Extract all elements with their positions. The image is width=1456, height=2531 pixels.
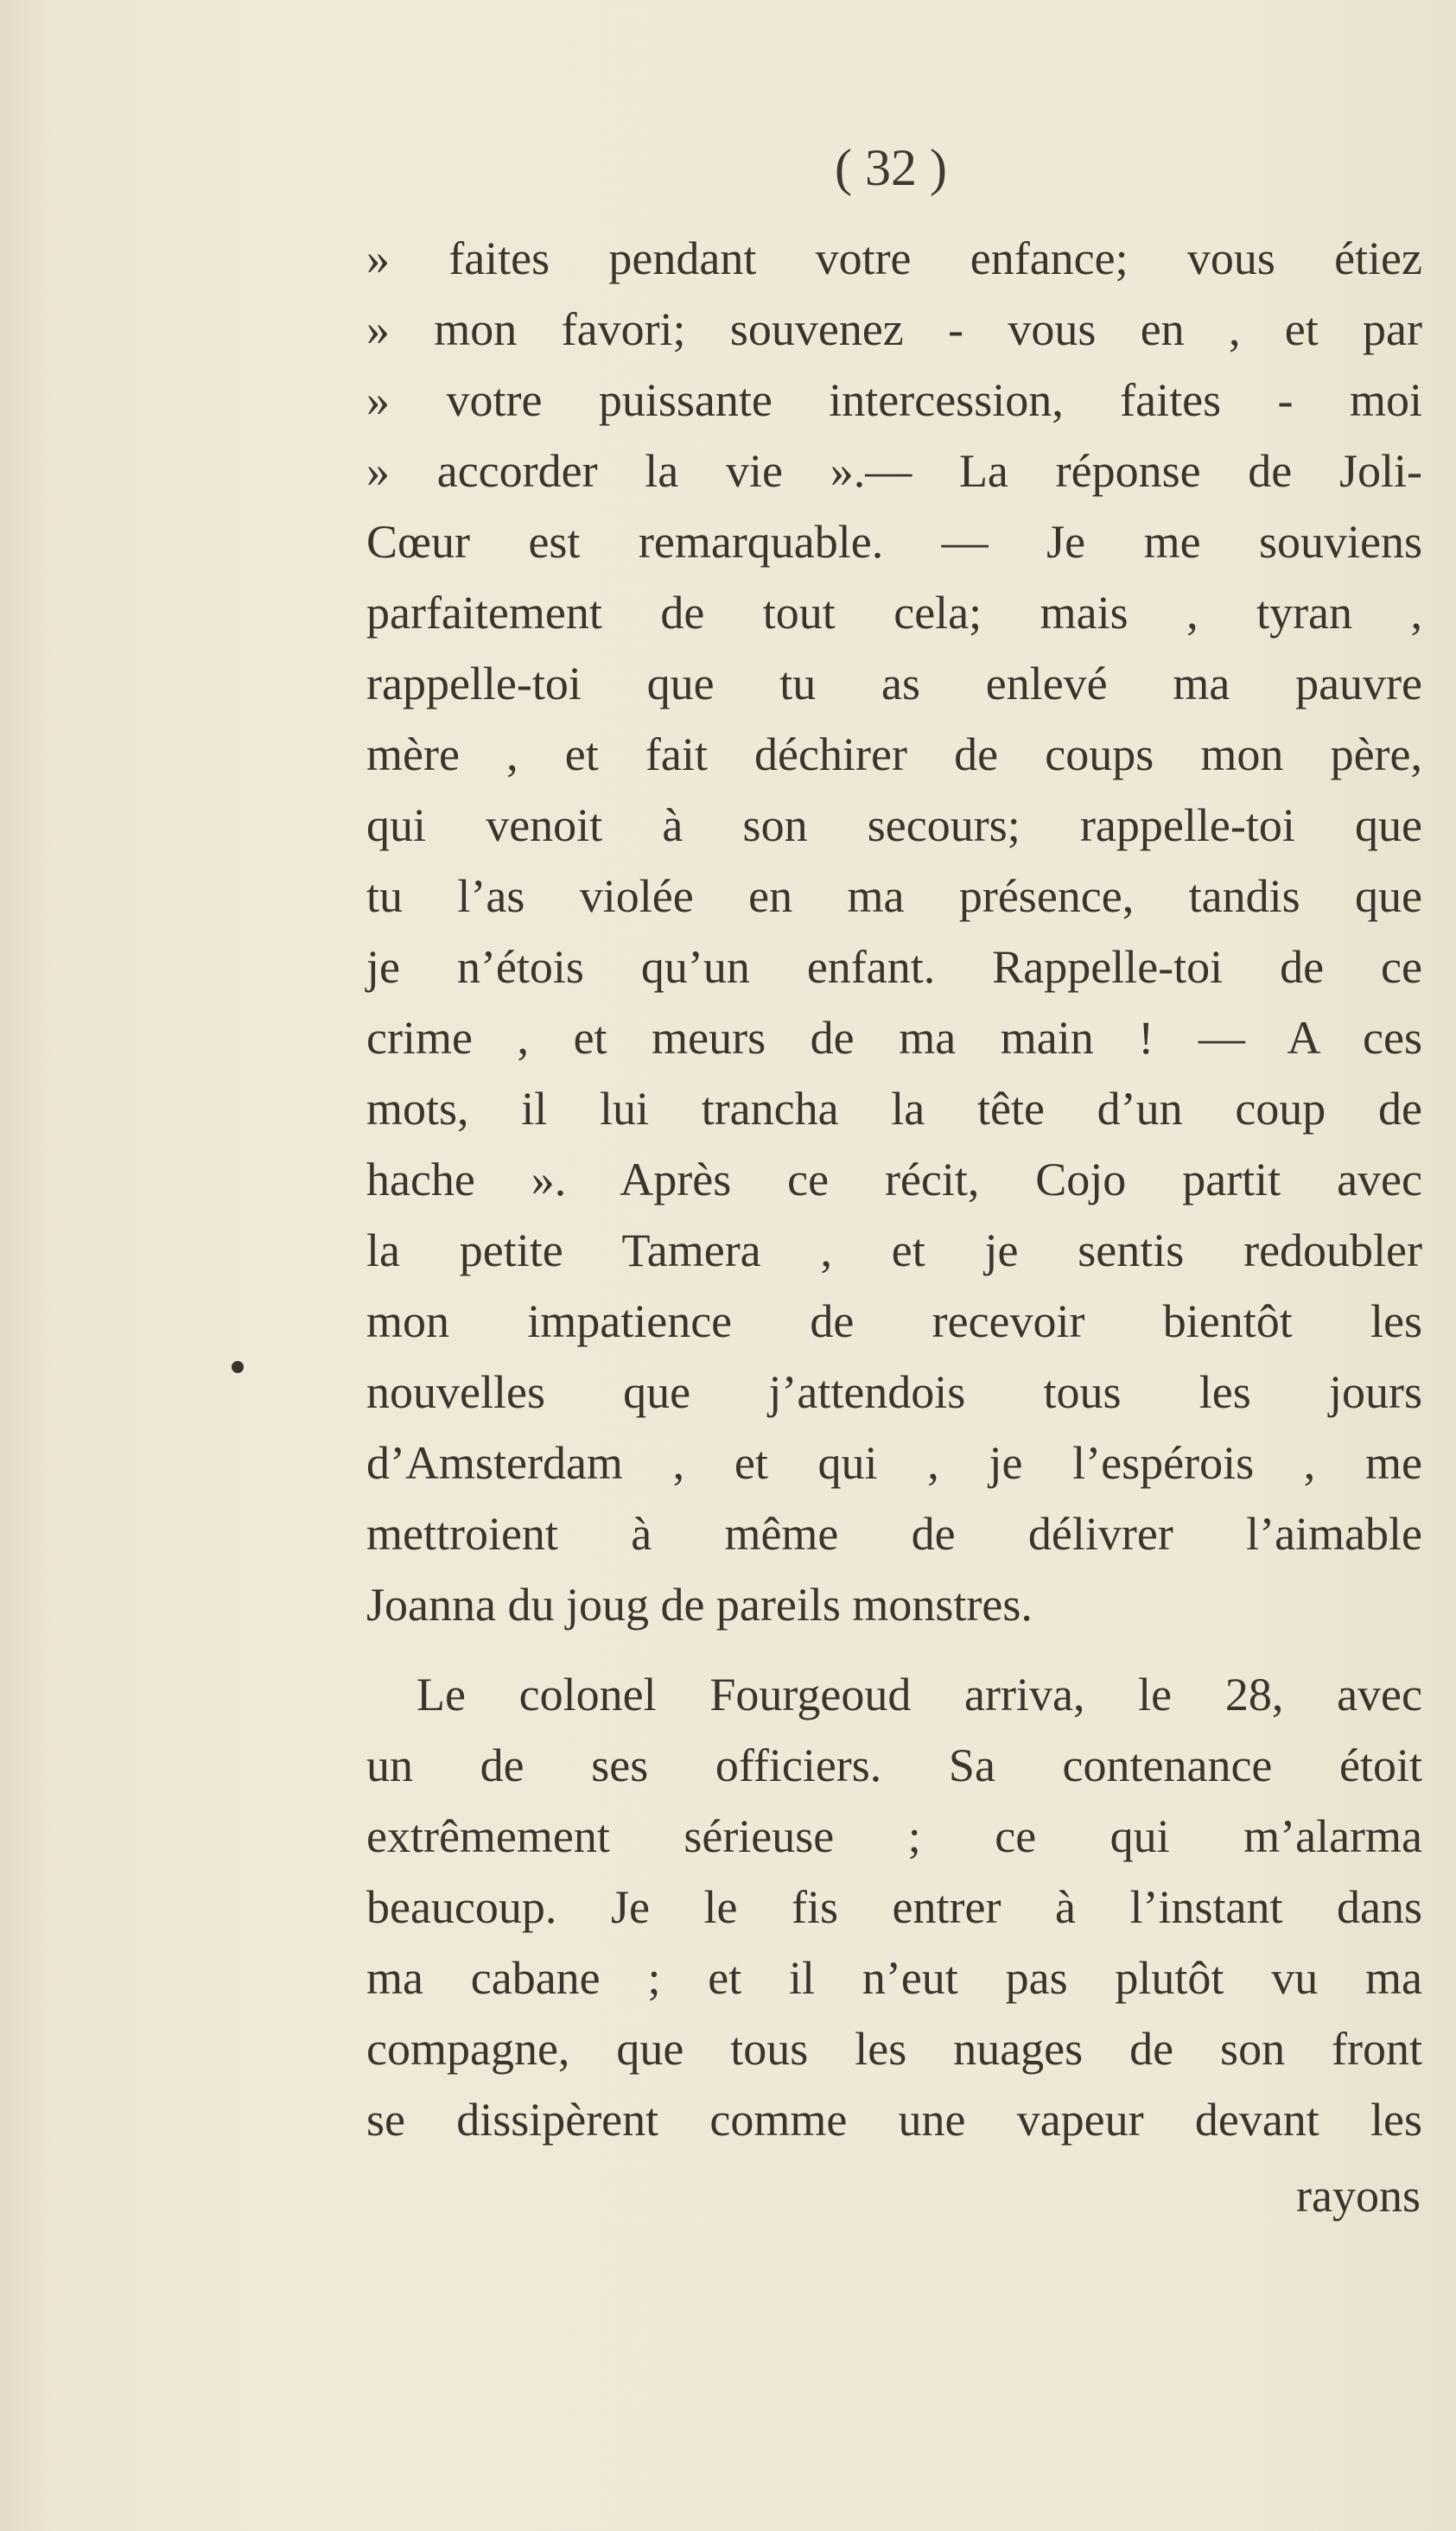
text-line: tu l’as violée en ma présence, tandis que [366, 870, 1422, 922]
text-line: parfaitement de tout cela; mais , tyran , [366, 587, 1422, 639]
text-line: rappelle-toi que tu as enlevé ma pauvre [366, 658, 1422, 709]
text-line: » faites pendant votre enfance; vous étiez [366, 232, 1422, 284]
text-line: ma cabane ; et il n’eut pas plutôt vu ma [366, 1952, 1422, 2004]
page-body [366, 223, 1422, 2155]
text-line: compagne, que tous les nuages de son front [366, 2023, 1422, 2075]
text-line: mon impatience de recevoir bientôt les [366, 1295, 1422, 1347]
text-line: Joanna du joug de pareils monstres. [366, 1579, 1033, 1631]
text-line: extrêmement sérieuse ; ce qui m’alarma [366, 1810, 1422, 1862]
text-line: » mon favori; souvenez - vous en , et par [366, 303, 1422, 355]
page-number: ( 32 ) [835, 139, 947, 196]
text-line: » accorder la vie ».— La réponse de Joli- [366, 445, 1422, 497]
text-line: mettroient à même de délivrer l’aimable [366, 1508, 1422, 1560]
text-line: se dissipèrent comme une vapeur devant les [366, 2094, 1422, 2146]
text-line: un de ses officiers. Sa contenance étoit [366, 1739, 1422, 1791]
text-line: Le colonel Fourgeoud arriva, le 28, avec [416, 1669, 1422, 1720]
text-line: la petite Tamera , et je sentis redoubler [366, 1224, 1422, 1276]
text-line: beaucoup. Je le fis entrer à l’instant dans [366, 1881, 1422, 1933]
text-line: crime , et meurs de ma main ! — A ces [366, 1012, 1422, 1064]
text-line: nouvelles que j’attendois tous les jours [366, 1366, 1422, 1418]
text-line: mots, il lui trancha la tête d’un coup de [366, 1083, 1422, 1135]
text-line: je n’étois qu’un enfant. Rappelle-toi de ce [366, 941, 1422, 993]
paragraph-gap [366, 1640, 1422, 1659]
ink-speck [232, 1361, 244, 1373]
text-line: Cœur est remarquable. — Je me souviens [366, 516, 1422, 568]
text-line: qui venoit à son secours; rappelle-toi que [366, 799, 1422, 851]
text-line: mère , et fait déchirer de coups mon père, [366, 728, 1422, 780]
text-line: d’Amsterdam , et qui , je l’espérois , me [366, 1437, 1422, 1489]
text-line: hache ». Après ce récit, Cojo partit avec [366, 1154, 1422, 1205]
catchword: rayons [1296, 2170, 1421, 2222]
text-line: » votre puissante intercession, faites - moi [366, 374, 1422, 426]
